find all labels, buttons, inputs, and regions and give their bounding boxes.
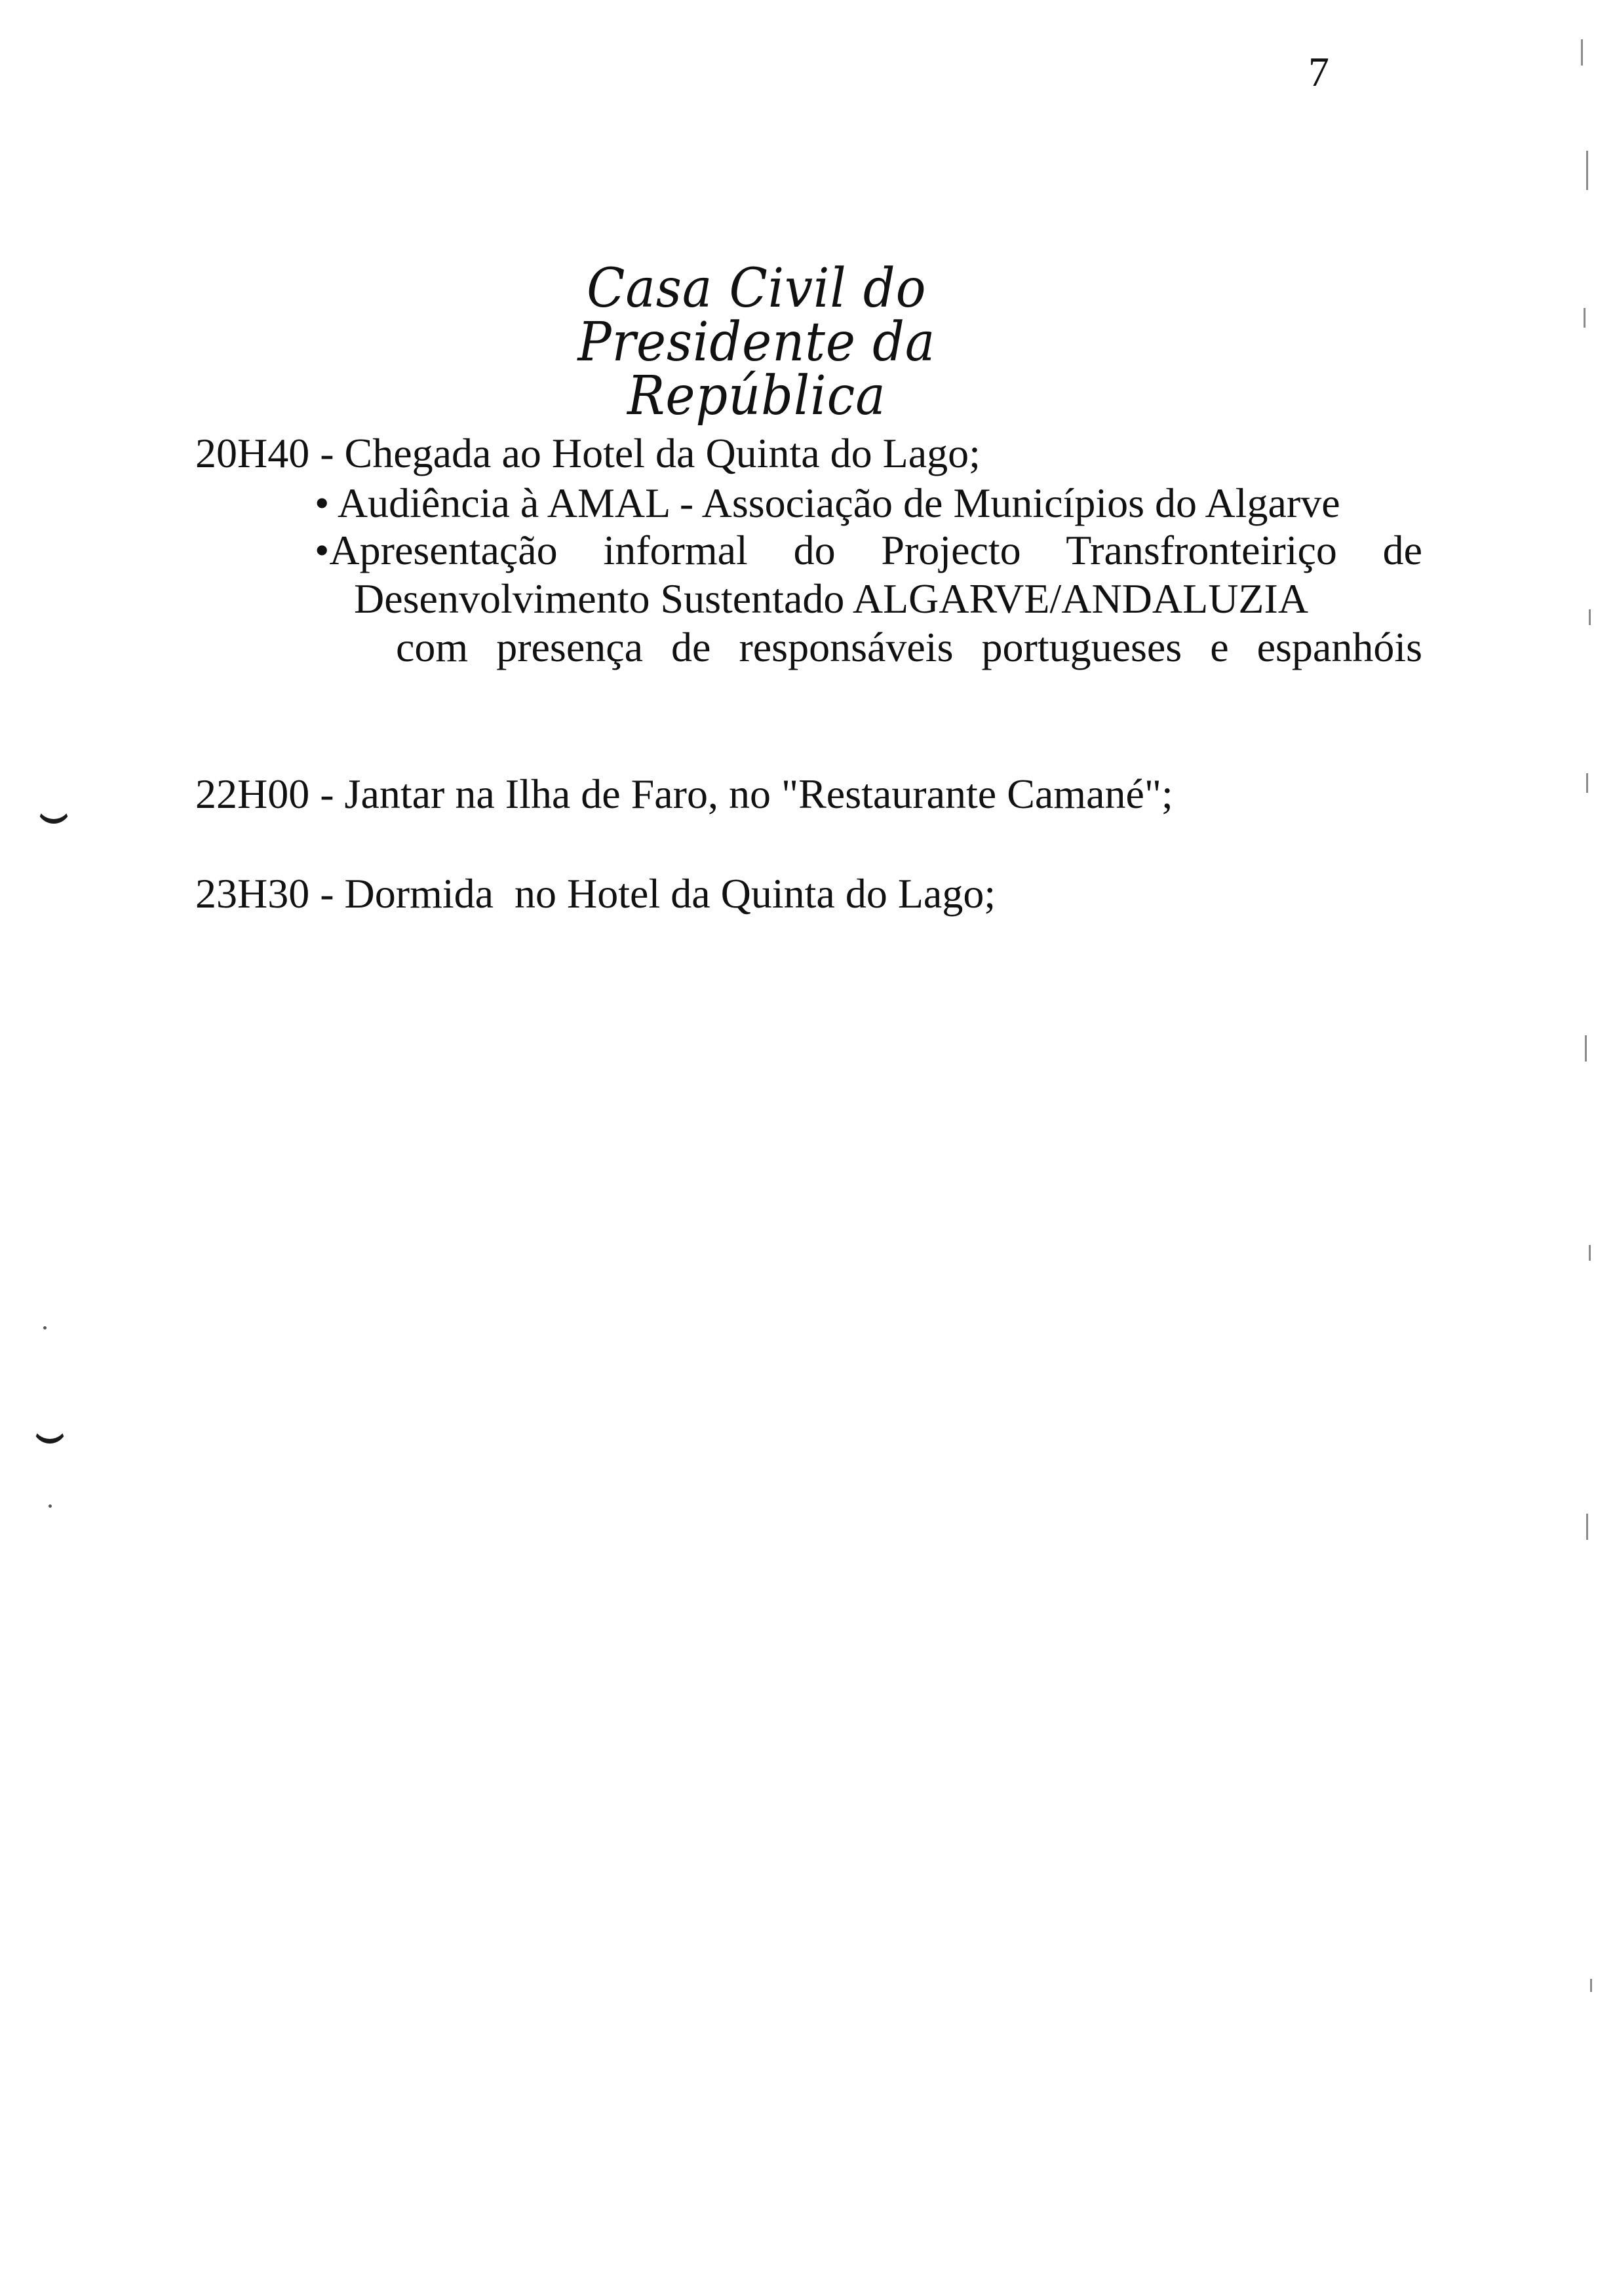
agenda-bullet-presentation-line-2: Desenvolvimento Sustentado ALGARVE/ANDALUZIA — [354, 575, 1309, 622]
agenda-separator: - — [320, 870, 334, 917]
scan-edge-dash — [1586, 1514, 1588, 1540]
agenda-separator: - — [320, 771, 334, 817]
agenda-time: 20H40 — [195, 430, 310, 476]
scan-edge-dash — [1581, 39, 1583, 66]
bullet-icon: • — [315, 527, 330, 573]
agenda-bullet-amal — [315, 482, 1340, 524]
agenda-separator: - — [320, 430, 334, 476]
margin-mark-icon — [37, 803, 71, 824]
scan-speck — [43, 1326, 47, 1330]
letterhead: Casa Civil do Presidente da República — [577, 258, 936, 427]
page-number: 7 — [1308, 48, 1329, 95]
agenda-bullet-presentation-line-3: com presença de responsáveis portugueses e espanhóis — [396, 624, 1422, 670]
agenda-text: Dormida no Hotel da Quinta do Lago; — [344, 870, 996, 917]
agenda-text: Chegada ao Hotel da Quinta do Lago; — [344, 430, 981, 476]
scan-edge-dash — [1589, 609, 1591, 625]
bullet-text: Audiência à AMAL - Associação de Municípios do Algarve — [337, 480, 1340, 526]
agenda-item-23h30 — [195, 870, 996, 917]
scan-speck — [49, 1504, 52, 1508]
agenda-bullet-presentation-line-1: •Apresentação informal do Projecto Transfronteiriço de — [315, 527, 1423, 573]
agenda-text: Jantar na Ilha de Faro, no "Restaurante Camané"; — [344, 771, 1173, 817]
scan-edge-dash — [1589, 1245, 1591, 1261]
margin-mark-icon — [33, 1423, 67, 1444]
scan-edge-dash — [1586, 151, 1588, 190]
agenda-time: 22H00 — [195, 771, 310, 817]
agenda-item-20h40 — [195, 432, 981, 474]
scan-edge-dash — [1584, 308, 1586, 328]
scan-edge-dash — [1586, 773, 1588, 793]
scan-edge-dash — [1590, 1979, 1592, 1992]
scan-edge-dash — [1585, 1035, 1587, 1062]
agenda-time: 23H30 — [195, 870, 310, 917]
bullet-icon: • — [315, 480, 330, 526]
agenda-item-22h00 — [195, 773, 1173, 815]
